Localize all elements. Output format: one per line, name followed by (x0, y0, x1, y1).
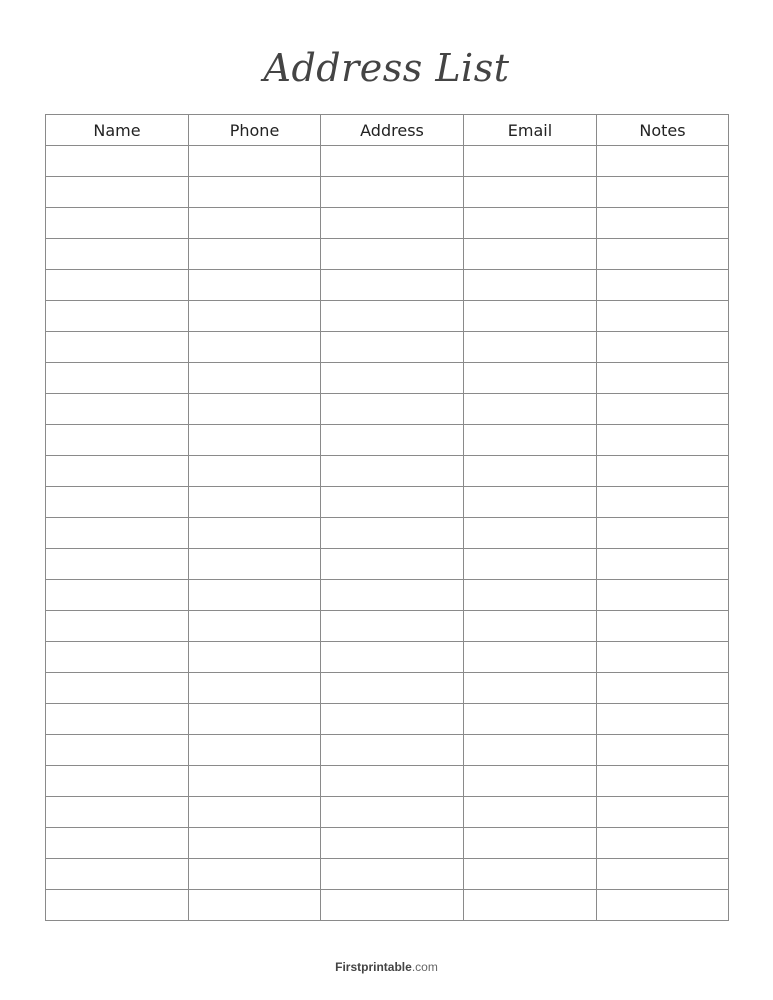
table-cell-notes (597, 642, 729, 673)
table-row (46, 673, 729, 704)
table-cell-name (46, 673, 189, 704)
table-cell-notes (597, 766, 729, 797)
table-cell-address (321, 797, 464, 828)
table-cell-name (46, 642, 189, 673)
table-cell-phone (189, 642, 321, 673)
table-cell-address (321, 766, 464, 797)
table-cell-email (464, 642, 597, 673)
table-cell-notes (597, 363, 729, 394)
table-cell-email (464, 301, 597, 332)
table-cell-email (464, 828, 597, 859)
table-cell-notes (597, 704, 729, 735)
table-cell-name (46, 704, 189, 735)
table-row (46, 580, 729, 611)
table-cell-phone (189, 673, 321, 704)
table-row (46, 239, 729, 270)
table-cell-notes (597, 394, 729, 425)
table-cell-name (46, 797, 189, 828)
table-cell-name (46, 332, 189, 363)
table-cell-phone (189, 487, 321, 518)
table-cell-address (321, 363, 464, 394)
table-cell-name (46, 301, 189, 332)
table-cell-name (46, 425, 189, 456)
table-cell-phone (189, 859, 321, 890)
column-header-notes: Notes (597, 115, 729, 146)
table-row (46, 425, 729, 456)
table-cell-notes (597, 549, 729, 580)
table-cell-name (46, 487, 189, 518)
column-header-name: Name (46, 115, 189, 146)
table-row (46, 642, 729, 673)
table-cell-notes (597, 890, 729, 921)
table-cell-phone (189, 549, 321, 580)
table-cell-name (46, 549, 189, 580)
table-cell-address (321, 177, 464, 208)
table-cell-email (464, 239, 597, 270)
table-cell-email (464, 735, 597, 766)
table-cell-notes (597, 301, 729, 332)
table-row (46, 735, 729, 766)
table-cell-name (46, 735, 189, 766)
table-cell-notes (597, 239, 729, 270)
table-row (46, 146, 729, 177)
table-cell-notes (597, 518, 729, 549)
footer-tld: .com (411, 960, 438, 974)
table-cell-name (46, 456, 189, 487)
table-row (46, 301, 729, 332)
table-row (46, 208, 729, 239)
table-cell-address (321, 270, 464, 301)
table-cell-email (464, 766, 597, 797)
column-header-phone: Phone (189, 115, 321, 146)
table-cell-name (46, 394, 189, 425)
table-cell-name (46, 177, 189, 208)
table-cell-notes (597, 673, 729, 704)
table-cell-phone (189, 611, 321, 642)
table-cell-address (321, 239, 464, 270)
table-cell-phone (189, 425, 321, 456)
table-row (46, 394, 729, 425)
table-cell-notes (597, 208, 729, 239)
table-cell-notes (597, 270, 729, 301)
table-cell-address (321, 859, 464, 890)
table-body (46, 146, 729, 921)
table-cell-phone (189, 890, 321, 921)
table-row (46, 456, 729, 487)
table-cell-address (321, 208, 464, 239)
table-cell-name (46, 611, 189, 642)
table-cell-name (46, 518, 189, 549)
table-cell-email (464, 146, 597, 177)
table-cell-email (464, 425, 597, 456)
table-cell-phone (189, 208, 321, 239)
table-cell-notes (597, 735, 729, 766)
table-cell-phone (189, 456, 321, 487)
table-cell-name (46, 890, 189, 921)
table-cell-address (321, 518, 464, 549)
page-title: Address List (263, 46, 510, 90)
column-header-email: Email (464, 115, 597, 146)
table-cell-notes (597, 146, 729, 177)
table-cell-address (321, 425, 464, 456)
table-row (46, 859, 729, 890)
table-cell-email (464, 673, 597, 704)
table-row (46, 890, 729, 921)
table-cell-notes (597, 456, 729, 487)
table-cell-phone (189, 363, 321, 394)
address-table (45, 114, 729, 921)
table-row (46, 487, 729, 518)
table-row (46, 270, 729, 301)
table-row (46, 332, 729, 363)
table-cell-notes (597, 332, 729, 363)
table-row (46, 363, 729, 394)
table-cell-name (46, 146, 189, 177)
table-cell-email (464, 332, 597, 363)
table-row (46, 797, 729, 828)
table-cell-email (464, 549, 597, 580)
table-cell-address (321, 301, 464, 332)
table-cell-email (464, 859, 597, 890)
footer-credit (0, 960, 773, 974)
table-row (46, 704, 729, 735)
table-cell-email (464, 518, 597, 549)
table-cell-email (464, 890, 597, 921)
table-cell-name (46, 580, 189, 611)
table-cell-address (321, 890, 464, 921)
table-row (46, 828, 729, 859)
table-cell-address (321, 487, 464, 518)
table-cell-address (321, 146, 464, 177)
table-cell-address (321, 704, 464, 735)
table-cell-address (321, 735, 464, 766)
table-cell-address (321, 642, 464, 673)
table-cell-email (464, 394, 597, 425)
table-cell-address (321, 332, 464, 363)
footer-brand: Firstprintable (335, 960, 412, 974)
table-cell-phone (189, 301, 321, 332)
table-cell-email (464, 611, 597, 642)
table-cell-name (46, 766, 189, 797)
table-cell-phone (189, 270, 321, 301)
table-cell-phone (189, 704, 321, 735)
table-cell-notes (597, 177, 729, 208)
table-cell-name (46, 828, 189, 859)
table-cell-address (321, 580, 464, 611)
table-cell-address (321, 611, 464, 642)
table-cell-email (464, 797, 597, 828)
table-cell-name (46, 208, 189, 239)
table-cell-name (46, 239, 189, 270)
table-cell-notes (597, 797, 729, 828)
table-row (46, 611, 729, 642)
table-cell-email (464, 363, 597, 394)
table-cell-address (321, 394, 464, 425)
table-cell-notes (597, 859, 729, 890)
table-row (46, 766, 729, 797)
table-cell-phone (189, 766, 321, 797)
table-cell-phone (189, 797, 321, 828)
table-cell-name (46, 363, 189, 394)
table-cell-address (321, 673, 464, 704)
table-cell-phone (189, 580, 321, 611)
table-cell-name (46, 270, 189, 301)
table-cell-name (46, 859, 189, 890)
table-cell-address (321, 549, 464, 580)
table-cell-phone (189, 735, 321, 766)
table-cell-notes (597, 611, 729, 642)
table-cell-phone (189, 332, 321, 363)
table-cell-phone (189, 394, 321, 425)
table-cell-notes (597, 828, 729, 859)
table-cell-notes (597, 425, 729, 456)
table-cell-address (321, 828, 464, 859)
table-row (46, 518, 729, 549)
table-row (46, 177, 729, 208)
table-cell-email (464, 208, 597, 239)
table-row (46, 549, 729, 580)
table-cell-phone (189, 146, 321, 177)
table-cell-email (464, 580, 597, 611)
table-cell-phone (189, 518, 321, 549)
table-cell-phone (189, 177, 321, 208)
table-cell-email (464, 487, 597, 518)
table-cell-notes (597, 487, 729, 518)
table-header-row (46, 115, 729, 146)
table-cell-notes (597, 580, 729, 611)
table-cell-email (464, 177, 597, 208)
table-cell-phone (189, 828, 321, 859)
table-cell-email (464, 270, 597, 301)
table-cell-phone (189, 239, 321, 270)
table-cell-address (321, 456, 464, 487)
table-cell-email (464, 456, 597, 487)
column-header-address: Address (321, 115, 464, 146)
table-cell-email (464, 704, 597, 735)
